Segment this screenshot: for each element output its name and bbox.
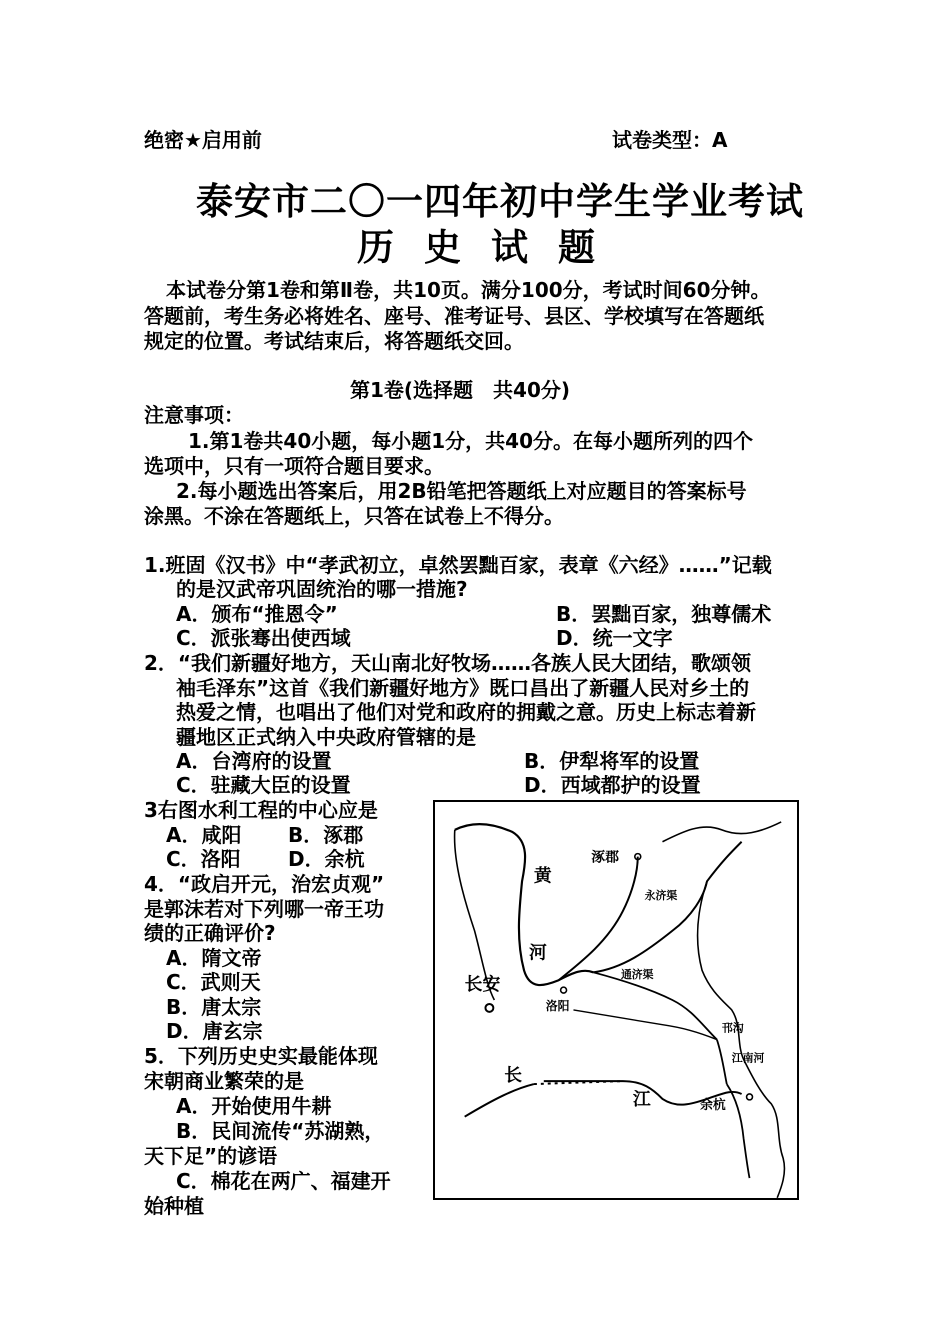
intro-line-3: 规定的位置。考试结束后，将答题纸交回。: [144, 329, 524, 353]
q1-option-b[interactable]: B．罢黜百家，独尊儒术: [556, 602, 772, 626]
q2-option-c[interactable]: C．驻藏大臣的设置: [176, 773, 351, 797]
q2-line-1: 2．“我们新疆好地方，天山南北好牧场……各族人民大团结，歌颂领: [144, 651, 752, 675]
q5-option-b-line-1[interactable]: B．民间流传“苏湖熟，: [176, 1119, 385, 1143]
subject-title: 历史试题: [357, 226, 625, 269]
q3-option-a[interactable]: A．咸阳: [166, 823, 242, 847]
q5-option-c-line-2[interactable]: 始种植: [144, 1194, 204, 1218]
q2-option-d[interactable]: D．西域都护的设置: [524, 773, 701, 797]
label-he: 河: [528, 942, 547, 964]
q4-line-1: 4．“政启开元，治宏贞观”: [144, 872, 385, 896]
grand-canal-map: [433, 800, 799, 1200]
q2-line-2: 袖毛泽东”这首《我们新疆好地方》既口昌出了新疆人民对乡土的: [176, 676, 750, 700]
q1-option-a[interactable]: A．颁布“推恩令”: [176, 602, 338, 626]
q5-option-c-line-1[interactable]: C．棉花在两广、福建开: [176, 1169, 391, 1193]
label-luoyang: 洛阳: [545, 998, 570, 1013]
q1-line-1: 1.班固《汉书》中“孝武初立，卓然罢黜百家，表章《六经》……”记载: [144, 553, 772, 577]
q3-option-d[interactable]: D．余杭: [288, 847, 365, 871]
tongji-canal-line: [593, 972, 717, 1039]
label-yuhang: 余杭: [700, 1097, 726, 1113]
notice-line-1: 1.第1卷共40小题，每小题1分，共40分。在每小题所列的四个: [188, 429, 754, 453]
grand-canal-map-svg: [435, 802, 797, 1198]
label-jiangnanhe: 江南河: [731, 1051, 765, 1065]
q4-option-a[interactable]: A．隋文帝: [166, 946, 262, 970]
notice-heading: 注意事项：: [144, 403, 244, 427]
coastline-line: [662, 822, 784, 1198]
q4-option-b[interactable]: B．唐太宗: [166, 995, 262, 1019]
q5-option-a[interactable]: A．开始使用牛耕: [176, 1094, 332, 1118]
paper-type-label: 试卷类型：A: [612, 128, 728, 152]
label-zhuojun: 涿郡: [591, 849, 619, 866]
changan-dot: [485, 1004, 493, 1012]
q4-option-d[interactable]: D．唐玄宗: [166, 1019, 263, 1043]
q2-line-4: 疆地区正式纳入中央政府管辖的是: [176, 725, 476, 749]
luoyang-dot: [561, 987, 567, 993]
label-changan: 长安: [464, 974, 501, 996]
notice-line-2: 选项中，只有一项符合题目要求。: [144, 454, 444, 478]
label-jiang: 江: [632, 1088, 651, 1110]
exam-title: 泰安市二〇一四年初中学生学业考试: [196, 180, 804, 223]
label-yongjiqu: 永济渠: [644, 889, 678, 903]
q1-line-2: 的是汉武帝巩固统治的哪一措施?: [176, 577, 468, 601]
q4-line-3: 绩的正确评价?: [144, 921, 276, 945]
yuhang-dot: [747, 1094, 753, 1100]
q2-line-3: 热爱之情，也唱出了他们对党和政府的拥戴之意。历史上标志着新: [176, 700, 756, 724]
label-tongjiqu: 通济渠: [620, 968, 654, 982]
q2-option-b[interactable]: B．伊犁将军的设置: [524, 749, 700, 773]
q1-option-d[interactable]: D．统一文字: [556, 626, 673, 650]
label-chang: 长: [504, 1065, 523, 1087]
notice-line-4: 涂黑。不涂在答题纸上，只答在试卷上不得分。: [144, 504, 564, 528]
hangou-canal-line: [717, 1040, 727, 1085]
notice-line-3: 2.每小题选出答案后，用2B铅笔把答题纸上对应题目的答案标号: [176, 479, 747, 503]
confidential-label: 绝密★启用前: [144, 128, 262, 152]
q5-option-b-line-2[interactable]: 天下足”的谚语: [144, 1144, 278, 1168]
q5-line-2: 宋朝商业繁荣的是: [144, 1069, 304, 1093]
q1-option-c[interactable]: C．派张骞出使西域: [176, 626, 351, 650]
q5-line-1: 5．下列历史史实最能体现: [144, 1044, 378, 1068]
q2-option-a[interactable]: A．台湾府的设置: [176, 749, 332, 773]
section-title: 第1卷(选择题 共40分): [350, 378, 571, 402]
q4-option-c[interactable]: C．武则天: [166, 970, 261, 994]
intro-line-1: 本试卷分第1卷和第Ⅱ卷，共10页。满分100分，考试时间60分钟。: [166, 278, 771, 302]
huai-river-line: [573, 1010, 716, 1040]
q3-option-c[interactable]: C．洛阳: [166, 847, 241, 871]
intro-line-2: 答题前，考生务必将姓名、座号、准考证号、县区、学校填写在答题纸: [144, 304, 764, 328]
q3-stem: 3右图水利工程的中心应是: [144, 798, 378, 822]
label-huang: 黄: [533, 865, 552, 887]
q3-option-b[interactable]: B．涿郡: [288, 823, 364, 847]
q4-line-2: 是郭沫若对下列哪一帝王功: [144, 897, 384, 921]
label-hangou: 邗沟: [721, 1021, 744, 1035]
yellow-river-line: [455, 824, 593, 985]
